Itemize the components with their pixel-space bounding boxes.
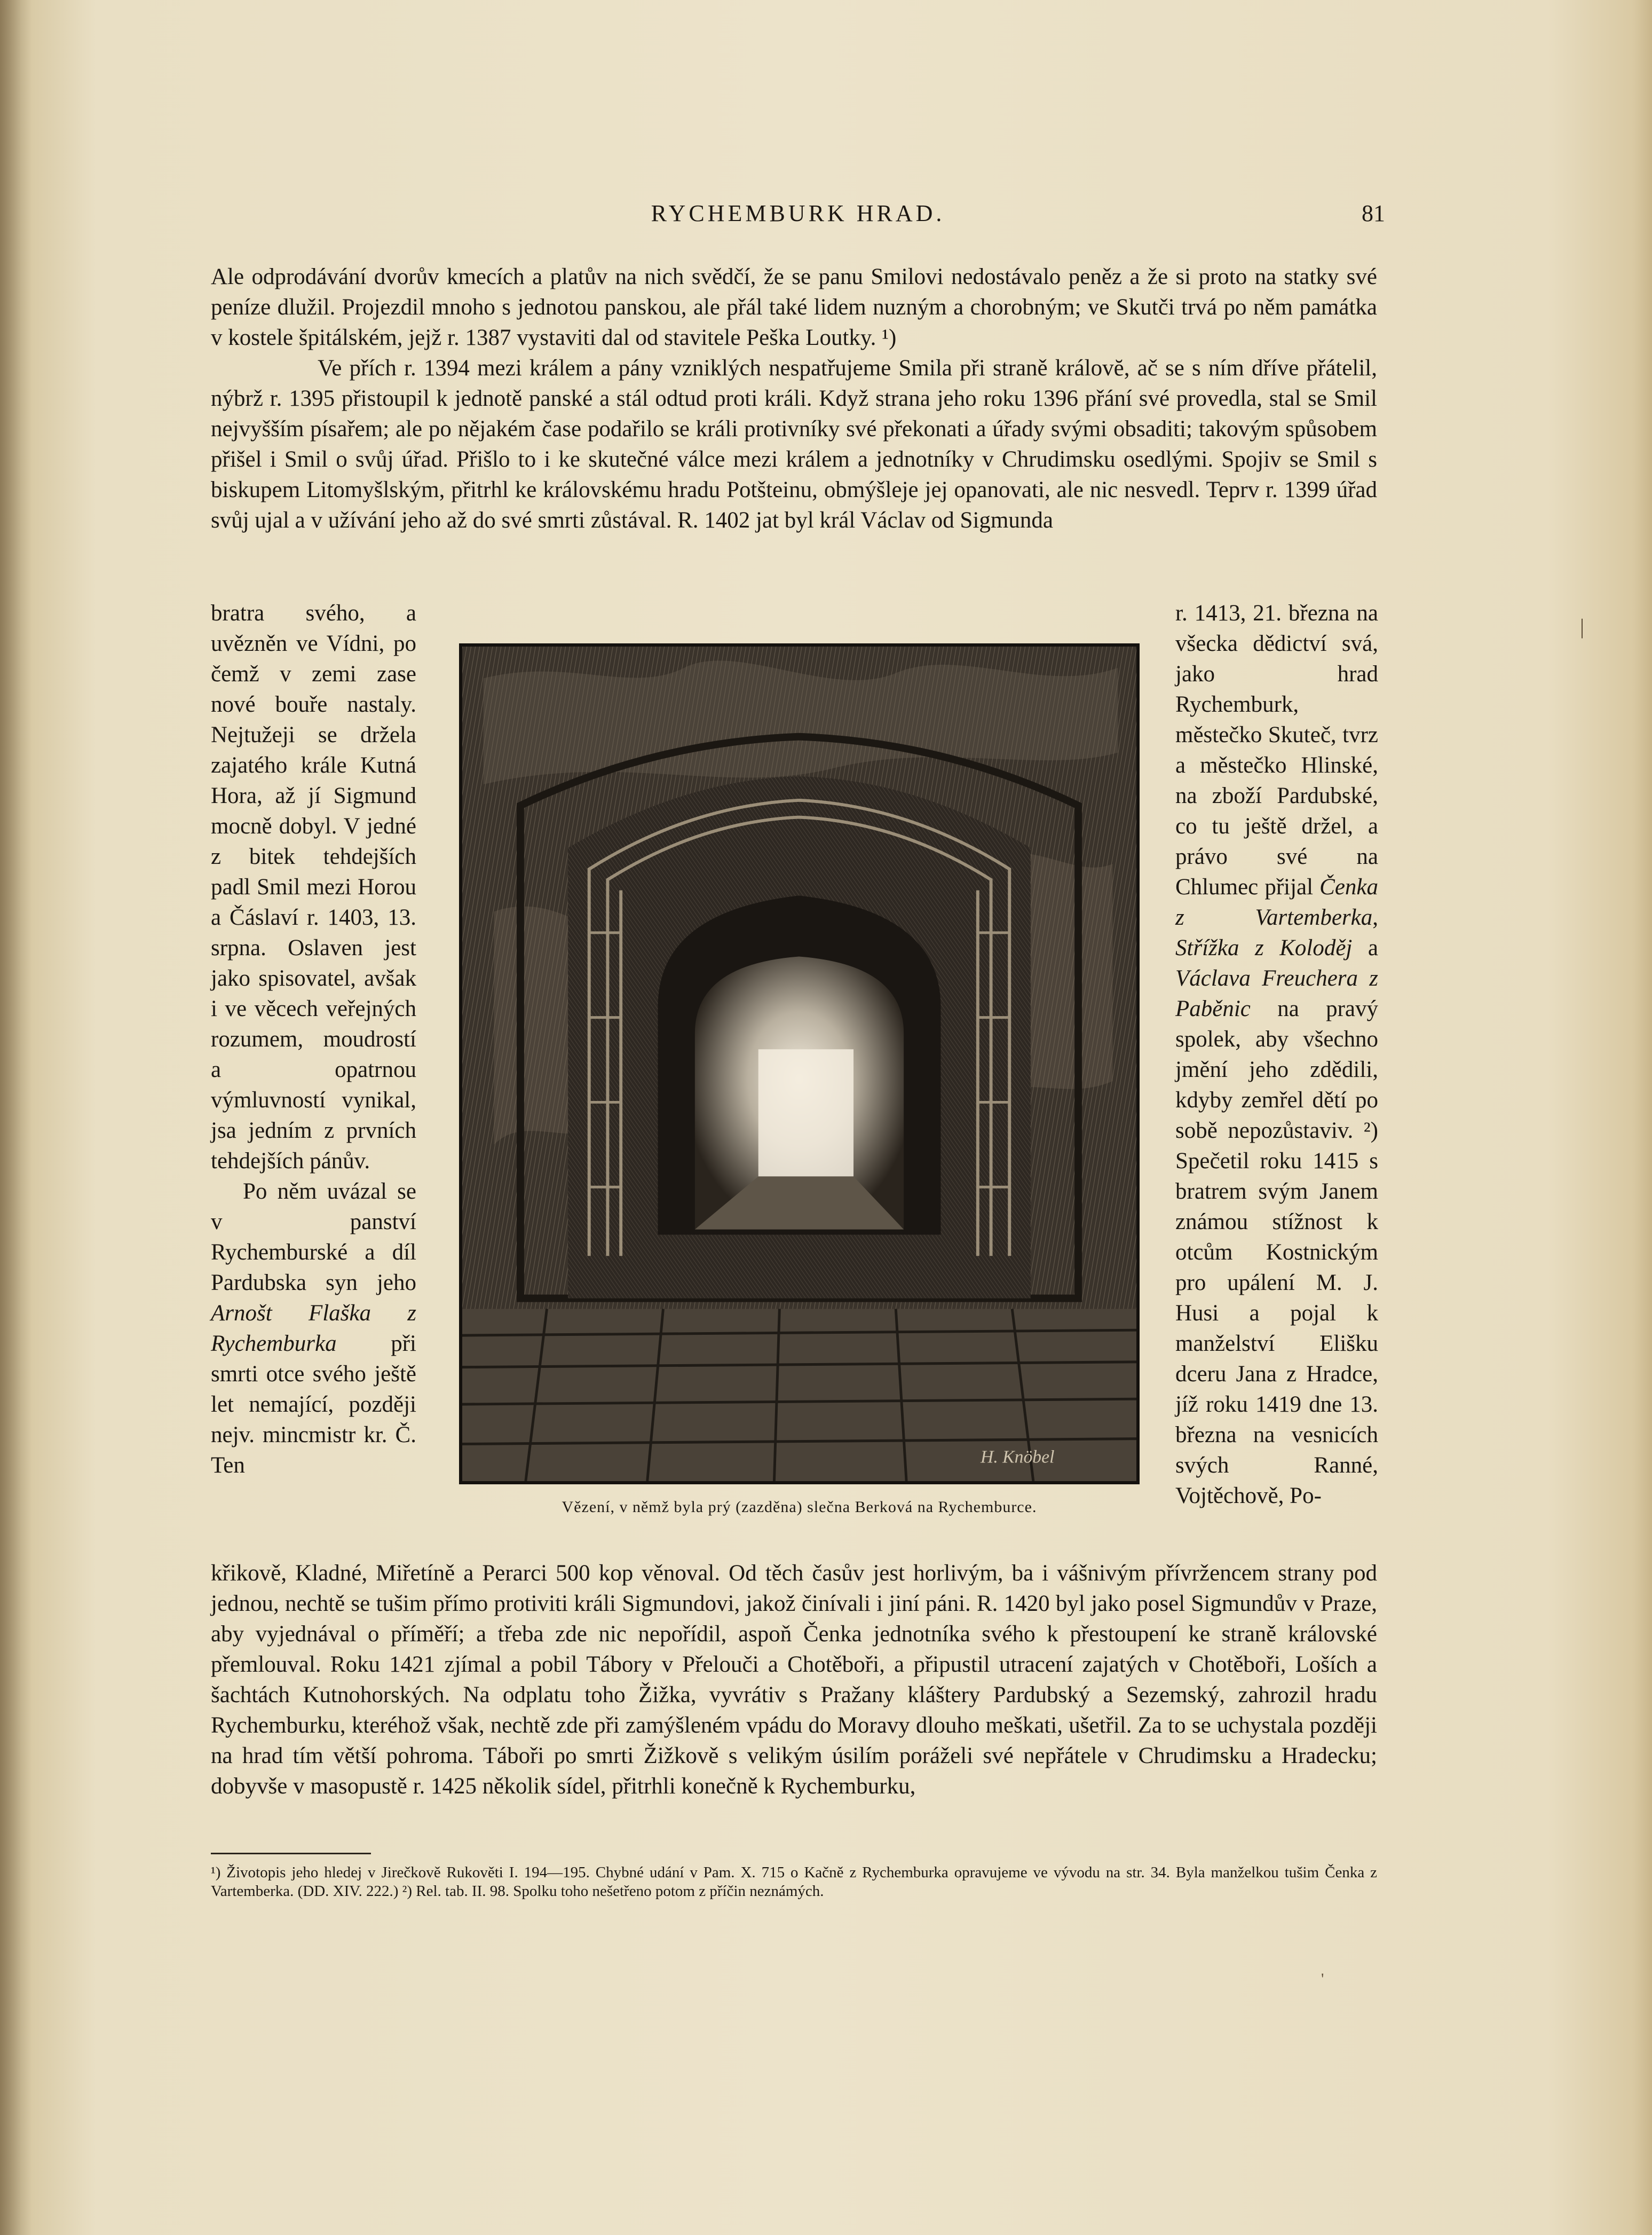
margin-mark: | [1580, 615, 1585, 639]
engraver-signature: H. Knöbel [981, 1447, 1055, 1467]
text-run: Po něm uvázal se v panství Rychemburské a díl Pardubska syn jeho [211, 1179, 416, 1295]
person-name: Čenka z Vartemberka [1175, 875, 1378, 930]
spine-shadow [0, 0, 32, 2235]
top-text-block [211, 262, 1377, 536]
person-name: Střížka z Koloděj [1175, 935, 1353, 961]
person-name: Václava Freuchera z Paběnic [1175, 966, 1378, 1021]
paragraph: Ve přích r. 1394 mezi králem a pány vzniklých nespatřujeme Smila při straně královĕ, ač se s ním dříve přátelil, nýbrž r. 1395 přistoupil k jednotě panské a stál odtud proti králi. Když strana jeho roku 1396 přání své provedla, stal se Smil nejvyšším písařem; ale po nějakém čase podařilo se králi protivníky své překonati a úřady svými obsaditi; takovým spůsobem přišel i Smil o svůj úřad. Přišlo to i ke skutečné válce mezi králem a jednotníky v Chrudimsku osedlými. Spojiv se Smil s biskupem Litomyšlským, přitrhl ke královskému hradu Potšteinu, obmýšleje jej opanovati, ale nic nesvedl. Teprv r. 1399 úřad svůj ujal a v užívání jeho až do své smrti zůstával. R. 1402 jat byl král Václav od Sigmunda [211, 356, 1377, 533]
page-header [211, 198, 1385, 235]
text-run: , [1372, 905, 1378, 930]
paragraph [1175, 598, 1378, 1511]
paragraph [211, 1176, 416, 1481]
text-run: při smrti otce svého ještě let nemající, později nejv. mincmistr kr. Č. Ten [211, 1331, 416, 1478]
stray-mark: ' [1321, 1970, 1324, 1988]
running-title: RYCHEMBURK HRAD. [651, 200, 945, 226]
bottom-text-block [211, 1558, 1377, 1801]
engraving-illustration [459, 643, 1140, 1484]
prison-doorway-engraving [462, 647, 1136, 1481]
text-run: a [1352, 935, 1378, 961]
paragraph: bratra svého, a uvězněn ve Vídni, po čemž v zemi zase nové bouře nastaly. Nejtužeji se držela zajatého krále Kutná Hora, až jí Sigmund mocně dobyl. V jedné z bitek tehdejších padl Smil mezi Horou a Čáslaví r. 1403, 13. srpna. Oslaven jest jako spisovatel, avšak i ve věcech veřejných rozumem, moudrostí a opatrnou výmluvností vynikal, jsa jedním z prvních tehdejších pánův. [211, 601, 416, 1174]
text-run: na pravý spolek, aby všechno jmění jeho zdědili, kdyby zemřel dětí po sobě nepozůstaviv. ²) Spečetil roku 1415 s bratrem svým Janem známou stížnost k otcům Kostnickým pro upálení M. J. Husi a pojal k manželství Elišku dceru Jana z Hradce, jíž roku 1419 dne 13. března na vesnicích svých Ranné, Vojtěchově, Po- [1175, 996, 1378, 1508]
person-name: Arnošt Flaška z Rychemburka [211, 1301, 416, 1356]
paragraph: Ale odprodávání dvorův kmecích a platův na nich svědčí, že se panu Smilovi nedostávalo peněz a že si proto na statky své peníze dlužil. Projezdil mnoho s jednotou panskou, ale přál také lidem nuzným a chorobným; ve Skutči trvá po něm památka v kostele špitálském, jejž r. 1387 vystaviti dal od stavitele Peška Loutky. ¹) [211, 264, 1377, 350]
paragraph: křikově, Kladné, Miřetíně a Perarci 500 kop věnoval. Od těch časův jest horlivým, ba i vášnivým přívržencem strany pod jednou, nechtě se tušim přímo protiviti králi Sigmundovi, jakož činívali i jiní páni. R. 1420 byl jako posel Sigmundův v Praze, aby vyjednával o příměří; a třeba zde nic nepořídil, aspoň Čenka jednotníka svého k přestoupení ke straně královské přemlouval. Roku 1421 zjímal a pobil Tábory v Přelouči a Chotěboři, a připustil utracení zajatých v Chotěboři, Loších a šachtách Kutnohorských. Na odplatu toho Žižka, vyvrátiv s Pražany kláštery Pardubský a Sezemský, zahrozil hradu Rychemburku, kteréhož však, nechtě zde při zamýšleném vpádu do Moravy dlouho meškati, ušetřil. Za to se uchystala později na hrad tím větší pohroma. Táboři po smrti Žižkově s velikým úsilím poráželi své nepřátele v Chrudimsku a Hradecku; dobyvše v masopustě r. 1425 několik sídel, přitrhli konečně k Rychemburku, [211, 1561, 1377, 1799]
left-text-column [211, 598, 416, 1481]
text-run: r. 1413, 21. března na všecka dědictví svá, jako hrad Rychemburk, městečko Skuteč, tvrz a městečko Hlinské, na zboží Pardubské, co tu ještě držel, a právo své na Chlumec přijal [1175, 601, 1378, 900]
footnotes [211, 1863, 1377, 1901]
figure-caption: Vězení, v němž byla prý (zazděna) slečna Berková na Rychemburce. [562, 1498, 1037, 1516]
right-text-column [1175, 598, 1378, 1511]
footnote-rule [211, 1853, 371, 1854]
footnote: ¹) Životopis jeho hledej v Jirečkově Rukověti I. 194—195. Chybné udání v Pam. X. 715 o Kačně z Rychemburka opravujeme ve vývodu na str. 34. Byla manželkou tušim Čenka z Vartemberka. (DD. XIV. 222.) ²) Rel. tab. II. 98. Spolku toho nešetřeno potom z příčin neznámých. [211, 1864, 1377, 1900]
page-number: 81 [1362, 200, 1385, 226]
